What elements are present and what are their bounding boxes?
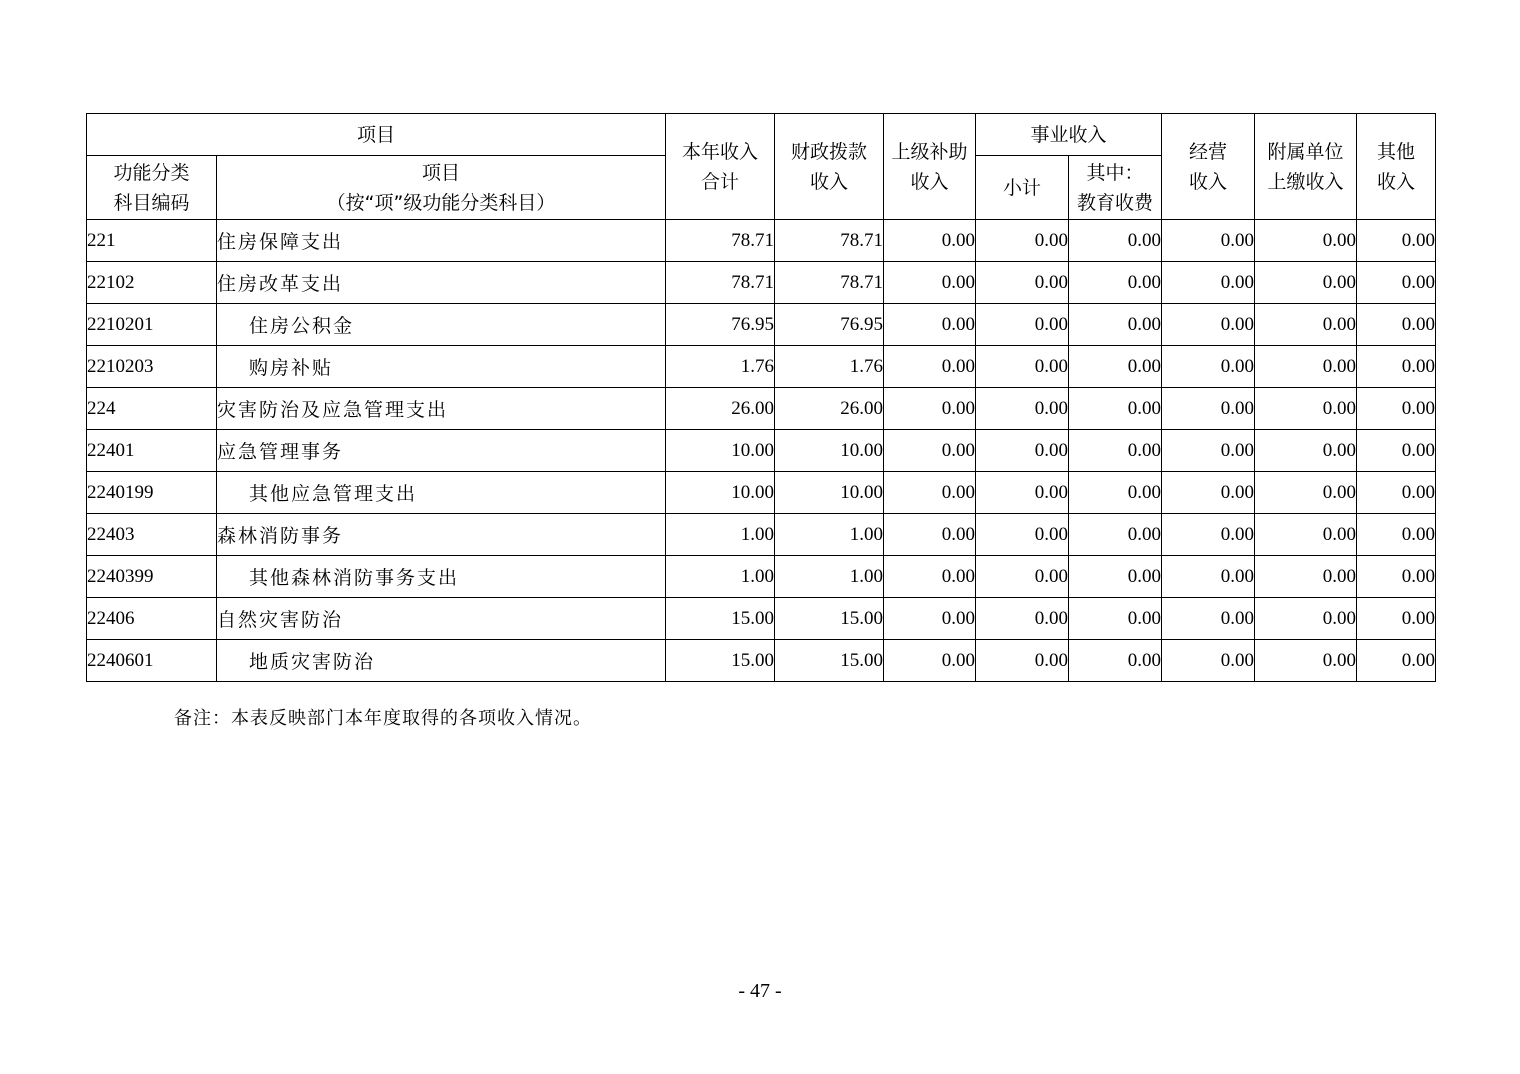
- cell-superior: 0.00: [884, 388, 976, 430]
- header-other: 其他 收入: [1357, 114, 1436, 220]
- table-row: [87, 388, 1436, 430]
- cell-name: 住房保障支出: [217, 220, 666, 262]
- cell-fiscal: 15.00: [775, 640, 884, 682]
- cell-name: 住房改革支出: [217, 262, 666, 304]
- cell-subtotal: 0.00: [976, 430, 1069, 472]
- cell-name: 其他应急管理支出: [217, 472, 666, 514]
- cell-name: 自然灾害防治: [217, 598, 666, 640]
- header-career-group: 事业收入: [976, 114, 1162, 156]
- cell-business: 0.00: [1162, 430, 1255, 472]
- cell-affiliated: 0.00: [1255, 430, 1357, 472]
- cell-other: 0.00: [1357, 388, 1436, 430]
- cell-edu: 0.00: [1069, 556, 1162, 598]
- cell-subtotal: 0.00: [976, 472, 1069, 514]
- cell-affiliated: 0.00: [1255, 346, 1357, 388]
- cell-business: 0.00: [1162, 640, 1255, 682]
- cell-code: 2240601: [87, 640, 217, 682]
- cell-affiliated: 0.00: [1255, 556, 1357, 598]
- cell-total: 15.00: [666, 598, 775, 640]
- table-row: [87, 640, 1436, 682]
- cell-edu: 0.00: [1069, 598, 1162, 640]
- cell-other: 0.00: [1357, 556, 1436, 598]
- cell-code: 221: [87, 220, 217, 262]
- cell-edu: 0.00: [1069, 220, 1162, 262]
- cell-edu: 0.00: [1069, 514, 1162, 556]
- cell-fiscal: 78.71: [775, 220, 884, 262]
- cell-superior: 0.00: [884, 472, 976, 514]
- table-row: [87, 262, 1436, 304]
- header-item-group: 项目: [87, 114, 666, 156]
- cell-business: 0.00: [1162, 514, 1255, 556]
- header-business: 经营 收入: [1162, 114, 1255, 220]
- cell-total: 78.71: [666, 262, 775, 304]
- cell-total: 1.00: [666, 514, 775, 556]
- cell-other: 0.00: [1357, 430, 1436, 472]
- cell-code: 2240399: [87, 556, 217, 598]
- cell-total: 1.76: [666, 346, 775, 388]
- cell-fiscal: 1.76: [775, 346, 884, 388]
- table-row: [87, 514, 1436, 556]
- cell-superior: 0.00: [884, 304, 976, 346]
- cell-business: 0.00: [1162, 598, 1255, 640]
- cell-business: 0.00: [1162, 346, 1255, 388]
- cell-fiscal: 1.00: [775, 514, 884, 556]
- cell-total: 10.00: [666, 472, 775, 514]
- cell-code: 2210203: [87, 346, 217, 388]
- table-row: [87, 472, 1436, 514]
- cell-edu: 0.00: [1069, 430, 1162, 472]
- cell-fiscal: 26.00: [775, 388, 884, 430]
- cell-business: 0.00: [1162, 220, 1255, 262]
- cell-business: 0.00: [1162, 472, 1255, 514]
- table-row: [87, 598, 1436, 640]
- cell-subtotal: 0.00: [976, 304, 1069, 346]
- cell-affiliated: 0.00: [1255, 514, 1357, 556]
- cell-fiscal: 76.95: [775, 304, 884, 346]
- cell-superior: 0.00: [884, 640, 976, 682]
- header-fiscal: 财政拨款 收入: [775, 114, 884, 220]
- cell-edu: 0.00: [1069, 472, 1162, 514]
- table-note: 备注：本表反映部门本年度取得的各项收入情况。: [174, 708, 592, 729]
- cell-total: 76.95: [666, 304, 775, 346]
- cell-code: 22406: [87, 598, 217, 640]
- cell-subtotal: 0.00: [976, 262, 1069, 304]
- cell-name: 森林消防事务: [217, 514, 666, 556]
- cell-total: 26.00: [666, 388, 775, 430]
- cell-edu: 0.00: [1069, 304, 1162, 346]
- cell-business: 0.00: [1162, 388, 1255, 430]
- cell-superior: 0.00: [884, 556, 976, 598]
- cell-affiliated: 0.00: [1255, 388, 1357, 430]
- cell-superior: 0.00: [884, 220, 976, 262]
- header-superior: 上级补助 收入: [884, 114, 976, 220]
- header-affiliated: 附属单位 上缴收入: [1255, 114, 1357, 220]
- cell-fiscal: 15.00: [775, 598, 884, 640]
- table-row: [87, 220, 1436, 262]
- cell-business: 0.00: [1162, 262, 1255, 304]
- cell-subtotal: 0.00: [976, 514, 1069, 556]
- cell-other: 0.00: [1357, 346, 1436, 388]
- cell-other: 0.00: [1357, 640, 1436, 682]
- cell-edu: 0.00: [1069, 346, 1162, 388]
- cell-superior: 0.00: [884, 430, 976, 472]
- header-name: 项目 （按“项”级功能分类科目）: [217, 156, 666, 220]
- header-code: 功能分类 科目编码: [87, 156, 217, 220]
- cell-code: 22102: [87, 262, 217, 304]
- cell-total: 78.71: [666, 220, 775, 262]
- cell-name: 购房补贴: [217, 346, 666, 388]
- cell-code: 2210201: [87, 304, 217, 346]
- header-total: 本年收入 合计: [666, 114, 775, 220]
- cell-code: 2240199: [87, 472, 217, 514]
- cell-other: 0.00: [1357, 304, 1436, 346]
- cell-fiscal: 78.71: [775, 262, 884, 304]
- cell-subtotal: 0.00: [976, 556, 1069, 598]
- cell-name: 其他森林消防事务支出: [217, 556, 666, 598]
- cell-affiliated: 0.00: [1255, 472, 1357, 514]
- cell-affiliated: 0.00: [1255, 262, 1357, 304]
- cell-subtotal: 0.00: [976, 640, 1069, 682]
- header-subtotal: 小计: [976, 156, 1069, 220]
- income-table: [86, 113, 1436, 682]
- cell-fiscal: 10.00: [775, 472, 884, 514]
- table-row: [87, 430, 1436, 472]
- cell-code: 224: [87, 388, 217, 430]
- cell-code: 22403: [87, 514, 217, 556]
- cell-other: 0.00: [1357, 514, 1436, 556]
- cell-edu: 0.00: [1069, 640, 1162, 682]
- cell-other: 0.00: [1357, 598, 1436, 640]
- cell-superior: 0.00: [884, 598, 976, 640]
- cell-affiliated: 0.00: [1255, 598, 1357, 640]
- cell-name: 住房公积金: [217, 304, 666, 346]
- cell-affiliated: 0.00: [1255, 220, 1357, 262]
- table-row: [87, 304, 1436, 346]
- cell-name: 灾害防治及应急管理支出: [217, 388, 666, 430]
- cell-other: 0.00: [1357, 472, 1436, 514]
- cell-fiscal: 10.00: [775, 430, 884, 472]
- cell-business: 0.00: [1162, 556, 1255, 598]
- cell-total: 1.00: [666, 556, 775, 598]
- cell-subtotal: 0.00: [976, 598, 1069, 640]
- cell-name: 地质灾害防治: [217, 640, 666, 682]
- header-edu: 其中： 教育收费: [1069, 156, 1162, 220]
- cell-subtotal: 0.00: [976, 346, 1069, 388]
- cell-subtotal: 0.00: [976, 220, 1069, 262]
- cell-affiliated: 0.00: [1255, 640, 1357, 682]
- cell-fiscal: 1.00: [775, 556, 884, 598]
- cell-superior: 0.00: [884, 346, 976, 388]
- table-row: [87, 556, 1436, 598]
- cell-code: 22401: [87, 430, 217, 472]
- table-row: [87, 346, 1436, 388]
- cell-other: 0.00: [1357, 262, 1436, 304]
- cell-affiliated: 0.00: [1255, 304, 1357, 346]
- cell-superior: 0.00: [884, 514, 976, 556]
- cell-business: 0.00: [1162, 304, 1255, 346]
- cell-edu: 0.00: [1069, 388, 1162, 430]
- page-number: - 47 -: [738, 980, 782, 1002]
- cell-subtotal: 0.00: [976, 388, 1069, 430]
- cell-edu: 0.00: [1069, 262, 1162, 304]
- cell-superior: 0.00: [884, 262, 976, 304]
- cell-name: 应急管理事务: [217, 430, 666, 472]
- cell-other: 0.00: [1357, 220, 1436, 262]
- cell-total: 10.00: [666, 430, 775, 472]
- cell-total: 15.00: [666, 640, 775, 682]
